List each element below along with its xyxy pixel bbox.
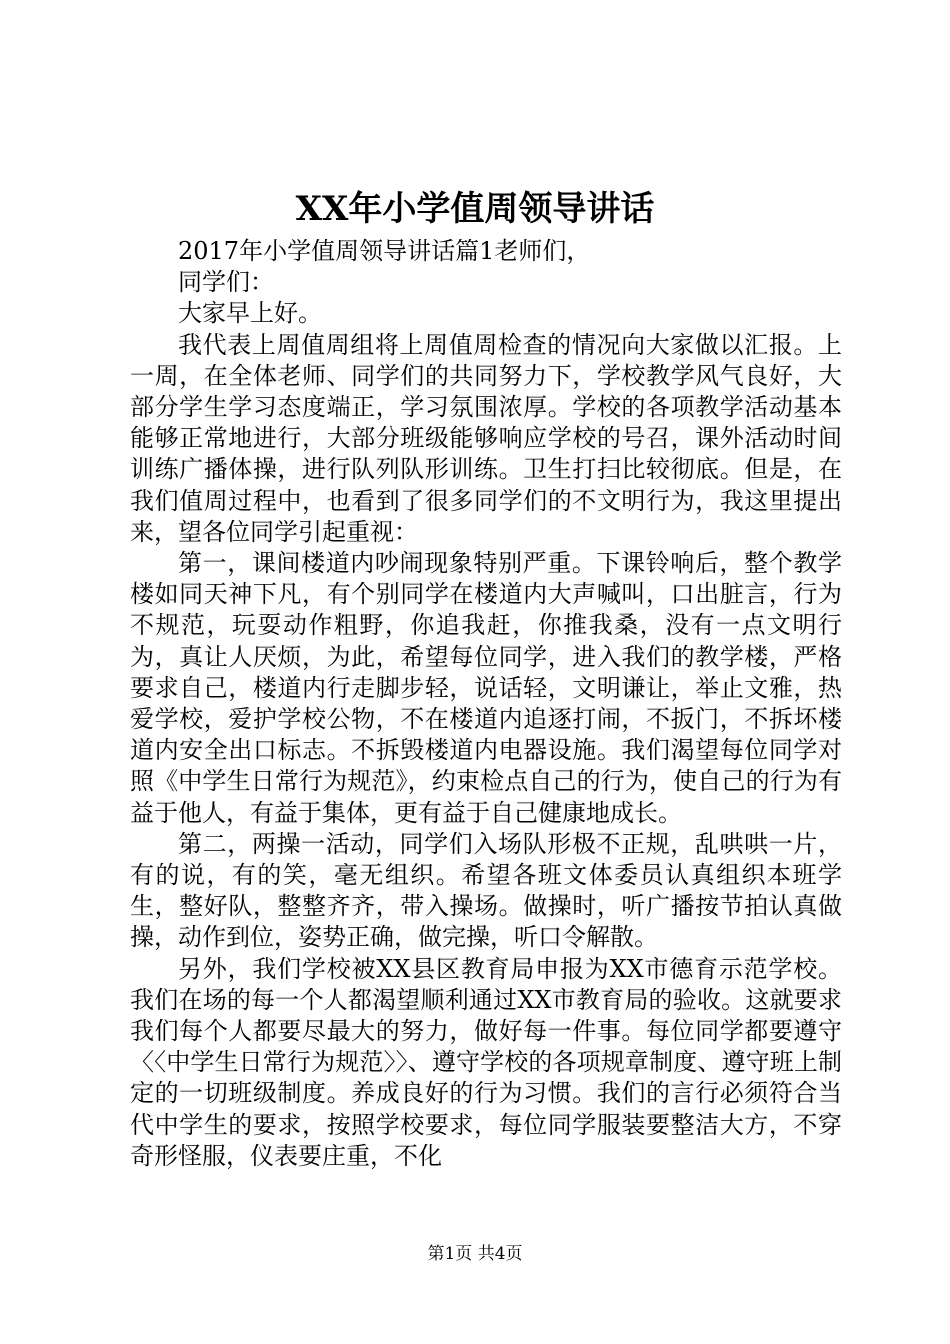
paragraph-heading-line: 2017年小学值周领导讲话篇1老师们， [178,237,591,265]
paragraph-second-point: 第二，两操一活动，同学们入场队形极不正规，乱哄哄一片，有的说，有的笑，毫无组织。希望各班文体委员认真组织本班学生，整好队，整整齐齐，带入操场。做操时，听广播按节拍认真做操，动作到位，姿势正确，做完操，听口令解散。 [130,829,842,952]
paragraph-greeting: 大家早上好。 [178,299,322,328]
paragraph-salutation: 同学们： [178,268,274,297]
page-footer: 第1页 共4页 [427,1244,523,1264]
page-title: XX年小学值周领导讲话 [295,189,655,229]
paragraph-additional: 另外，我们学校被XX县区教育局申报为XX市德育示范学校。我们在场的每一个人都渴望顺利通过XX市教育局的验收。这就要求我们每个人都要尽最大的努力，做好每一件事。每位同学都要遵守〈〈中学生日常行为规范〉〉、遵守学校的各项规章制度、遵守班上制定的一切班级制度。养成良好的行为习惯。我们的言行必须符合当代中学生的要求，按照学校要求，每位同学服装要整洁大方，不穿奇形怪服，仪表要庄重，不化 [130,954,842,1170]
paragraph-report: 我代表上周值周组将上周值周检查的情况向大家做以汇报。上一周，在全体老师、同学们的共同努力下，学校教学风气良好，大部分学生学习态度端正，学习氛围浓厚。学校的各项教学活动基本能够正常地进行，大部分班级能够响应学校的号召，课外活动时间训练广播体操，进行队列队形训练。卫生打扫比较彻底。但是，在我们值周过程中，也看到了很多同学们的不文明行为，我这里提出来，望各位同学引起重视： [130,330,842,546]
document-body [130,236,842,1172]
paragraph-first-point: 第一，课间楼道内吵闹现象特别严重。下课铃响后，整个教学楼如同天神下凡，有个别同学在楼道内大声喊叫，口出脏言，行为不规范，玩耍动作粗野，你追我赶，你推我桑，没有一点文明行为，真让人厌烦，为此，希望每位同学，进入我们的教学楼，严格要求自己，楼道内行走脚步轻，说话轻，文明谦让，举止文雅，热爱学校，爱护学校公物，不在楼道内追逐打闹，不扳门，不拆坏楼道内安全出口标志。不拆毁楼道内电器设施。我们渴望每位同学对照《中学生日常行为规范》，约束检点自己的行为，使自己的行为有益于他人，有益于集体，更有益于自己健康地成长。 [130,549,842,827]
